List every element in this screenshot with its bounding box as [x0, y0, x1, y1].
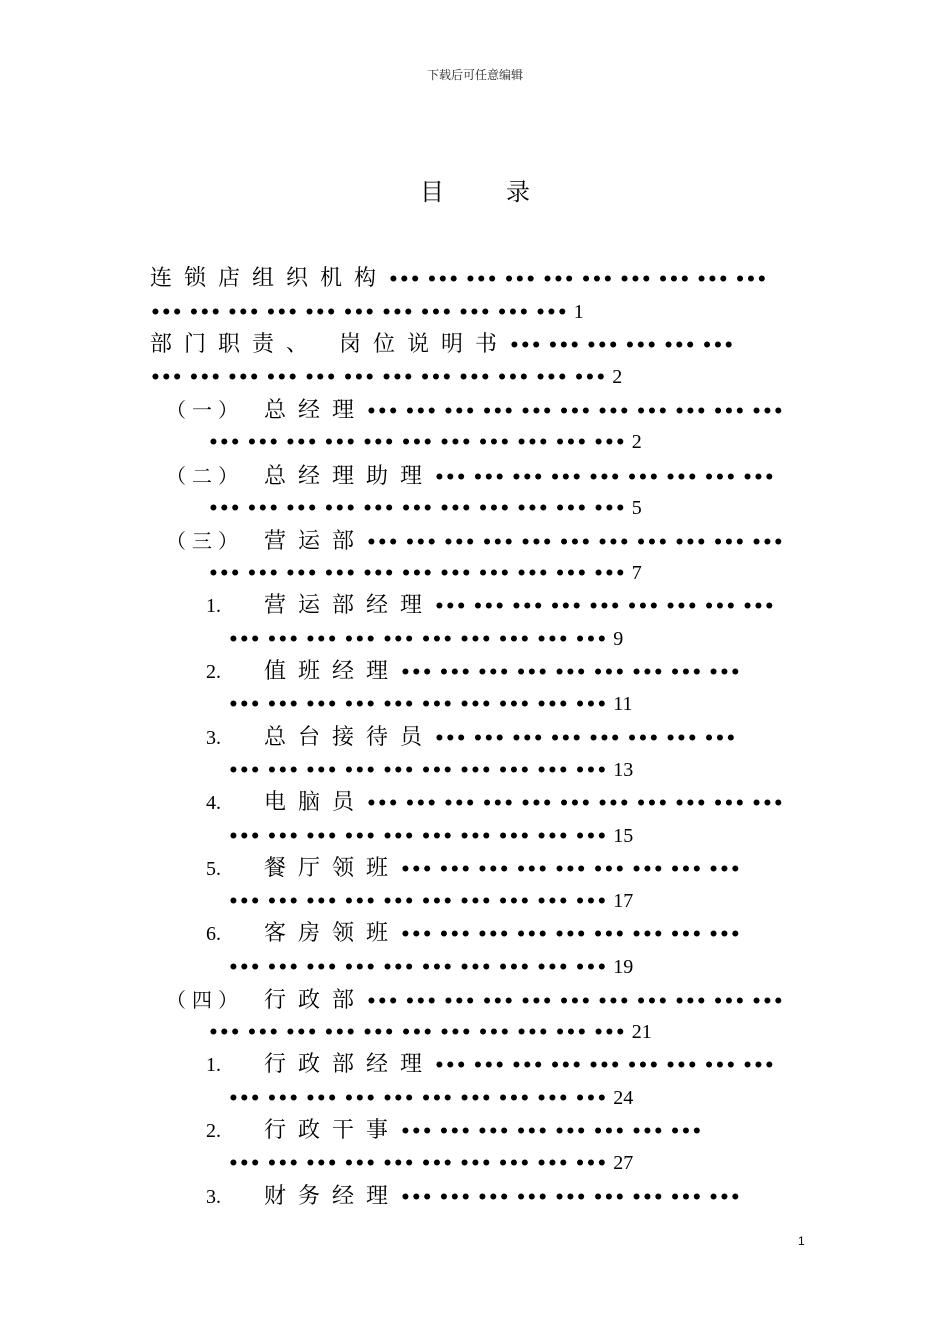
toc-entry[interactable]: （二） 总经理助理••• ••• ••• ••• ••• ••• ••• ••• ••• [166, 464, 775, 489]
toc-entry[interactable]: 连锁店组织机构••• ••• ••• ••• ••• ••• ••• ••• ••• ••• [150, 266, 768, 291]
toc-entry-number: 3. [206, 727, 221, 749]
toc-page-number: 21 [631, 1021, 652, 1043]
toc-entry-number: 2. [206, 1120, 221, 1142]
toc-entry-text: 总经理助理 [264, 464, 435, 489]
toc-entry-number: 4. [206, 792, 221, 814]
toc-page-number: 19 [613, 956, 634, 978]
page-number: 1 [798, 1234, 805, 1248]
toc-entry-number: （一） [166, 398, 244, 422]
toc-page-number: 5 [631, 497, 642, 519]
toc-entry-text: 总经理 [264, 398, 367, 423]
toc-entry-cont: ••• ••• ••• ••• ••• ••• ••• ••• ••• ••• 27 [228, 1152, 634, 1174]
toc-entry-cont: ••• ••• ••• ••• ••• ••• ••• ••• ••• ••• 9 [228, 628, 624, 650]
toc-entry-cont: ••• ••• ••• ••• ••• ••• ••• ••• ••• ••• ••• 7 [208, 562, 642, 584]
toc-entry-text: 营运部 [264, 529, 367, 554]
toc-entry[interactable]: 1. 营运部经理••• ••• ••• ••• ••• ••• ••• ••• ••• [206, 593, 775, 618]
toc-entry-number: （三） [166, 529, 244, 553]
toc-page-number: 27 [613, 1152, 634, 1174]
toc-entry[interactable]: 5. 餐厅领班••• ••• ••• ••• ••• ••• ••• ••• ••• [206, 856, 741, 881]
toc-page-number: 11 [613, 693, 633, 715]
toc-title [0, 172, 950, 207]
toc-entry-text: 连锁店组织机构 [150, 266, 389, 291]
toc-entry-text: 餐厅领班 [264, 856, 401, 881]
toc-page-number: 15 [613, 825, 634, 847]
toc-entry[interactable]: 6. 客房领班••• ••• ••• ••• ••• ••• ••• ••• ••• [206, 921, 741, 946]
toc-entry-number: 2. [206, 661, 221, 683]
toc-entry-cont: ••• ••• ••• ••• ••• ••• ••• ••• ••• ••• ••• 5 [208, 497, 642, 519]
toc-entry-number: 1. [206, 1054, 221, 1076]
toc-entry[interactable]: 3. 财务经理••• ••• ••• ••• ••• ••• ••• ••• ••• [206, 1184, 741, 1209]
toc-page-number: 17 [613, 890, 634, 912]
toc-entry[interactable]: 部门职责、 岗位说明书••• ••• ••• ••• ••• ••• [150, 332, 735, 357]
toc-entry-number: 1. [206, 595, 221, 617]
toc-page-number: 1 [573, 301, 584, 323]
toc-entry-cont: ••• ••• ••• ••• ••• ••• ••• ••• ••• ••• 24 [228, 1087, 634, 1109]
toc-entry-cont: ••• ••• ••• ••• ••• ••• ••• ••• ••• ••• ••• ••• 2 [150, 366, 623, 388]
toc-entry[interactable]: （一） 总经理••• ••• ••• ••• ••• ••• ••• ••• ••• ••• ••• [166, 398, 784, 423]
toc-entry-text: 财务经理 [264, 1184, 401, 1209]
toc-page-number: 7 [631, 562, 642, 584]
toc-entry[interactable]: 2. 值班经理••• ••• ••• ••• ••• ••• ••• ••• ••• [206, 659, 741, 684]
toc-entry[interactable]: 4. 电脑员••• ••• ••• ••• ••• ••• ••• ••• ••• ••• ••• [206, 790, 784, 815]
toc-page-number: 9 [613, 628, 624, 650]
toc-entry-text: 行政部经理 [264, 1052, 435, 1077]
toc-title-right: 录 [506, 178, 530, 206]
toc-entry-text: 电脑员 [264, 790, 367, 815]
toc-entry[interactable]: 3. 总台接待员••• ••• ••• ••• ••• ••• ••• ••• [206, 725, 737, 750]
toc-entry-number: 3. [206, 1186, 221, 1208]
toc-entry-number: 5. [206, 858, 221, 880]
toc-entry-text: 行政部 [264, 988, 367, 1013]
toc-entry[interactable]: （四） 行政部••• ••• ••• ••• ••• ••• ••• ••• ••• ••• ••• [166, 988, 784, 1013]
toc-page-number: 24 [613, 1087, 634, 1109]
toc-entry-text: 客房领班 [264, 921, 401, 946]
toc-entry-number: （四） [166, 988, 244, 1012]
toc-entry[interactable]: 2. 行政干事••• ••• ••• ••• ••• ••• ••• ••• [206, 1118, 703, 1143]
toc-page-number: 13 [613, 759, 634, 781]
toc-entry[interactable]: （三） 营运部••• ••• ••• ••• ••• ••• ••• ••• ••• ••• ••• [166, 529, 784, 554]
toc-entry-text: 行政干事 [264, 1118, 401, 1143]
toc-entry-text: 值班经理 [264, 659, 401, 684]
toc-entry-number: 6. [206, 923, 221, 945]
toc-entry-cont: ••• ••• ••• ••• ••• ••• ••• ••• ••• ••• 19 [228, 956, 634, 978]
toc-entry-cont: ••• ••• ••• ••• ••• ••• ••• ••• ••• ••• 13 [228, 759, 634, 781]
toc-entry-cont: ••• ••• ••• ••• ••• ••• ••• ••• ••• ••• ••• 2 [208, 431, 642, 453]
toc-entry-number: （二） [166, 464, 244, 488]
toc-entry-cont: ••• ••• ••• ••• ••• ••• ••• ••• ••• ••• 17 [228, 890, 634, 912]
toc-entry-text: 部门职责、 岗位说明书 [150, 332, 509, 357]
toc-entry-cont: ••• ••• ••• ••• ••• ••• ••• ••• ••• ••• ••• 1 [150, 301, 584, 323]
toc-entry-cont: ••• ••• ••• ••• ••• ••• ••• ••• ••• ••• 15 [228, 825, 634, 847]
toc-entry[interactable]: 1. 行政部经理••• ••• ••• ••• ••• ••• ••• ••• ••• [206, 1052, 775, 1077]
toc-entry-cont: ••• ••• ••• ••• ••• ••• ••• ••• ••• ••• ••• 21 [208, 1021, 652, 1043]
toc-entry-cont: ••• ••• ••• ••• ••• ••• ••• ••• ••• ••• 11 [228, 693, 633, 715]
toc-entry-text: 总台接待员 [264, 725, 435, 750]
toc-title-left: 目 [420, 178, 444, 206]
toc-entry-text: 营运部经理 [264, 593, 435, 618]
toc-page-number: 2 [631, 431, 642, 453]
toc-page-number: 2 [612, 366, 623, 388]
page-header: 下载后可任意编辑 [426, 68, 523, 82]
